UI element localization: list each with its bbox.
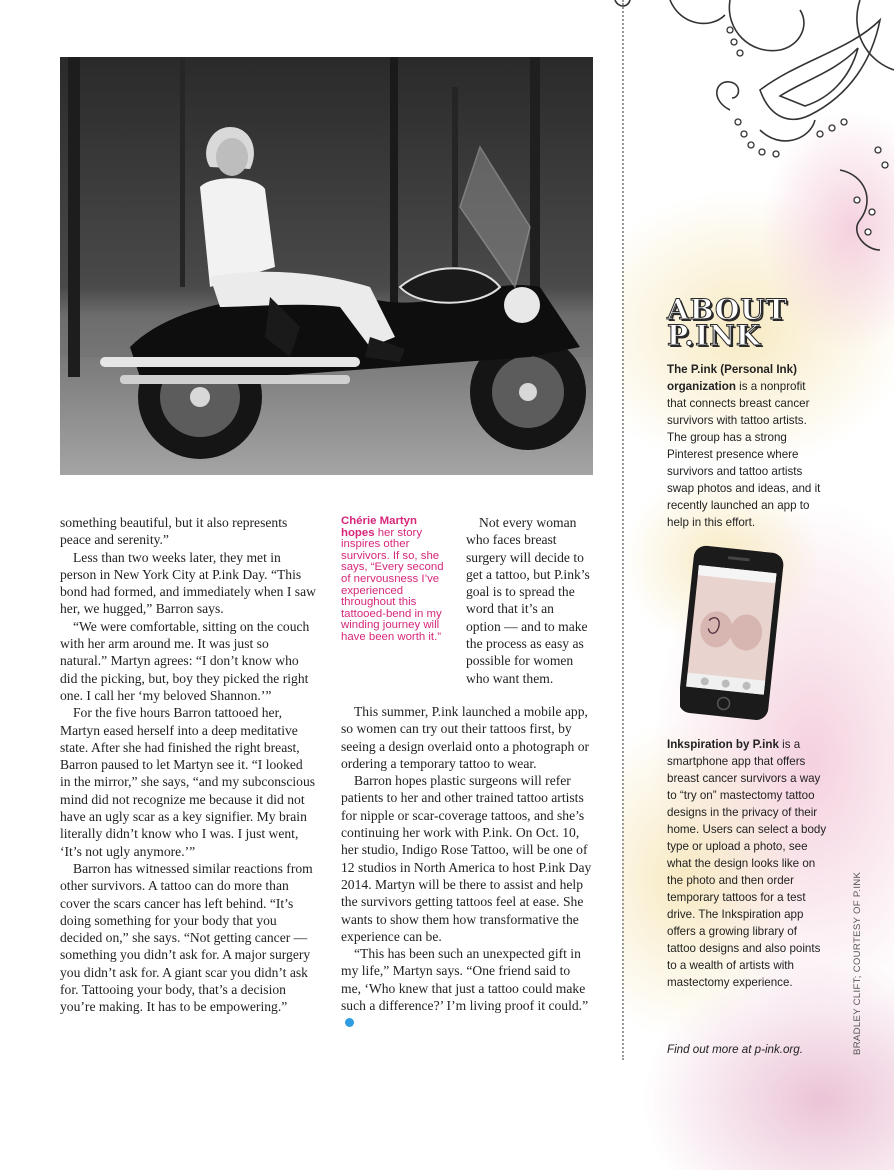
sidebar-text: is a nonprofit that connects breast cancer survivors with tattoo artists. The group has a strong Pinterest presence where survivors and tattoo artists swap photos and ideas, and it recently launched an app to help in this effort. <box>667 380 821 529</box>
paragraph: something beautiful, but it also represents peace and serenity.” <box>60 515 288 548</box>
paragraph: Less than two weeks later, they met in person in New York City at P.ink Day. “This bond had formed, and immediately when I saw her, we hugged,” Barron says. <box>60 549 316 617</box>
article-column-left <box>60 514 316 1016</box>
sidebar-title <box>667 293 847 352</box>
motorcycle-photo <box>60 57 593 475</box>
paragraph: For the five hours Barron tattooed her, Martyn eased herself into a deep meditative state. After she had finished the right breast, Barron paused to let Martyn see it. “I looked in the mirror,” she says, “and my subconscious mind did not recognize me because it did not have an ugly scar as a key signifier. My brain literally didn’t know who I was. I just went, ‘It’s not ugly anymore.’” <box>60 705 316 859</box>
paragraph <box>341 945 593 1031</box>
sidebar-title-line: P.INK <box>667 319 762 352</box>
pull-quote-text: her story inspires other survivors. If so, she says, “Every second of nervousness I’ve experienced throughout this tattooed-bend in my winding journey will have been worth it.” <box>341 526 444 643</box>
smartphone-app-image <box>680 545 784 721</box>
pull-quote <box>341 516 453 644</box>
pull-quote-lead: Chérie Martyn hopes <box>341 515 417 539</box>
find-out-more-link[interactable]: Find out more at p-ink.org. <box>667 1043 803 1056</box>
sidebar-title-line: ABOUT <box>667 293 788 326</box>
closing-quote: “This has been such an unexpected gift in my life,” Martyn says. “One friend said to me, ‘Who knew that just a tattoo could make such a difference?’ I’m living proof it could.” <box>341 946 589 1014</box>
paragraph: Not every woman who faces breast surgery will decide to get a tattoo, but P.ink’s goal is to spread the word that it’s an option — and to make the process as easy as possible for women who want them. <box>466 515 590 686</box>
paragraph: “We were comfortable, sitting on the couch with her arm around me. It was just so natural.” Martyn agrees: “I don’t know who did the picking, but, boy they picked the right one. I call her ‘my beloved Shannon.’” <box>60 618 310 703</box>
photo-credit: BRADLEY CLIFT; COURTESY OF P.INK <box>852 871 863 1055</box>
paragraph: This summer, P.ink launched a mobile app, so women can try out their tattoos first, by seeing a design overlaid onto a photograph or ordering a temporary tattoo to wear. <box>341 704 590 771</box>
paragraph: Barron hopes plastic surgeons will refer patients to her and other trained tattoo artists for nipple or scar-coverage tattoos, and she’s continuing her work with P.ink. On Oct. 10, her studio, Indigo Rose Tattoo, will be one of 12 studios in North America to host P.ink Day 2014. Martyn will be there to assist and help the survivors getting tattoos feel at ease. She wants to show them how transformative the experience can be. <box>341 773 592 944</box>
sidebar-paragraph <box>667 736 827 991</box>
sidebar-paragraph <box>667 361 827 531</box>
henna-flourish-ornament <box>610 0 894 270</box>
article-column-mid <box>466 514 592 687</box>
paragraph: Barron has witnessed similar reactions from other survivors. A tattoo can do more than cover the scars cancer has left behind. “It’s doing something for your body that you decided on,” she says. “Not getting cancer — something you didn’t ask for. A major surgery you didn’t ask for. A giant scar you didn’t ask for. Tattooing your body, that’s a decision you’re making. It has to be empowering.” <box>60 860 313 1015</box>
article-column-right <box>341 703 593 1032</box>
sidebar-lead: Inkspiration by P.ink <box>667 738 779 751</box>
end-mark-icon <box>345 1018 354 1027</box>
sidebar-lead: The P.ink (Personal Ink) organization <box>667 363 797 393</box>
sidebar-text: is a smartphone app that offers breast cancer survivors a way to “try on” mastectomy tattoo designs in the privacy of their home. Users can select a body type or upload a photo, see what the design looks like on the photo and then order temporary tattoos for a test drive. The Inkspiration app offers a growing library of tattoo designs and also points to a wealth of artists with mastectomy experience. <box>667 738 827 989</box>
